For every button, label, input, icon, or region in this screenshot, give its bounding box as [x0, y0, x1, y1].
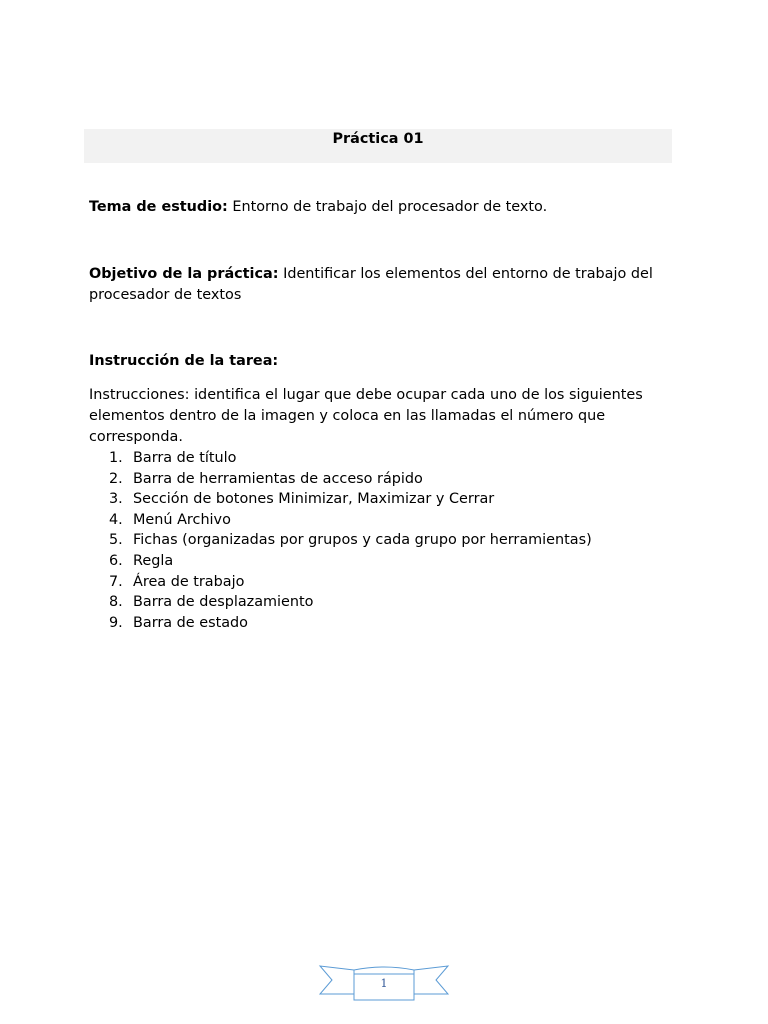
- list-item: [89, 448, 689, 469]
- list-item: [89, 530, 689, 551]
- list-item: [89, 510, 689, 531]
- list-item-text: Barra de estado: [133, 614, 248, 631]
- title-band: [84, 129, 672, 163]
- instruction-heading-text: Instrucción de la tarea:: [89, 353, 279, 369]
- instructions-section: [89, 385, 689, 633]
- list-item-number: 5.: [109, 532, 123, 549]
- list-item-number: 7.: [109, 573, 123, 590]
- list-item: [89, 489, 689, 510]
- instructions-text: Instrucciones: identifica el lugar que debe ocupar cada uno de los siguientes elementos dentro de la imagen y coloca en las llamadas el número que corresponda.: [89, 387, 643, 445]
- list-item-number: 3.: [109, 491, 123, 508]
- list-item-text: Barra de herramientas de acceso rápido: [133, 470, 423, 487]
- objective-label: Objetivo de la práctica:: [89, 266, 279, 282]
- objective-value: Identificar los elementos del entorno de trabajo del procesador de textos: [89, 266, 653, 303]
- page-title: Práctica 01: [332, 131, 424, 147]
- page-number: 1: [380, 977, 388, 990]
- list-item-number: 6.: [109, 552, 123, 569]
- instruction-heading: [89, 351, 689, 372]
- objective-paragraph: [89, 264, 689, 306]
- list-item: [89, 551, 689, 572]
- list-item: [89, 592, 689, 613]
- list-item-number: 8.: [109, 594, 123, 611]
- list-item-text: Barra de desplazamiento: [133, 594, 314, 611]
- list-item-number: 4.: [109, 511, 123, 528]
- topic-value: Entorno de trabajo del procesador de texto.: [232, 199, 548, 215]
- topic-label: Tema de estudio:: [89, 199, 228, 215]
- list-item-number: 2.: [109, 470, 123, 487]
- list-item-text: Regla: [133, 552, 174, 569]
- page-number-footer: [318, 964, 450, 1004]
- list-item-text: Fichas (organizadas por grupos y cada grupo por herramientas): [133, 532, 592, 549]
- list-item: [89, 469, 689, 490]
- list-item-text: Sección de botones Minimizar, Maximizar y Cerrar: [133, 491, 495, 508]
- list-item-number: 9.: [109, 614, 123, 631]
- topic-paragraph: [89, 197, 689, 218]
- list-item: [89, 613, 689, 634]
- list-item-text: Menú Archivo: [133, 511, 231, 528]
- list-item: [89, 572, 689, 593]
- elements-list: [89, 448, 689, 633]
- list-item-text: Barra de título: [133, 450, 237, 466]
- list-item-text: Área de trabajo: [133, 573, 245, 590]
- list-item-number: 1.: [109, 450, 123, 466]
